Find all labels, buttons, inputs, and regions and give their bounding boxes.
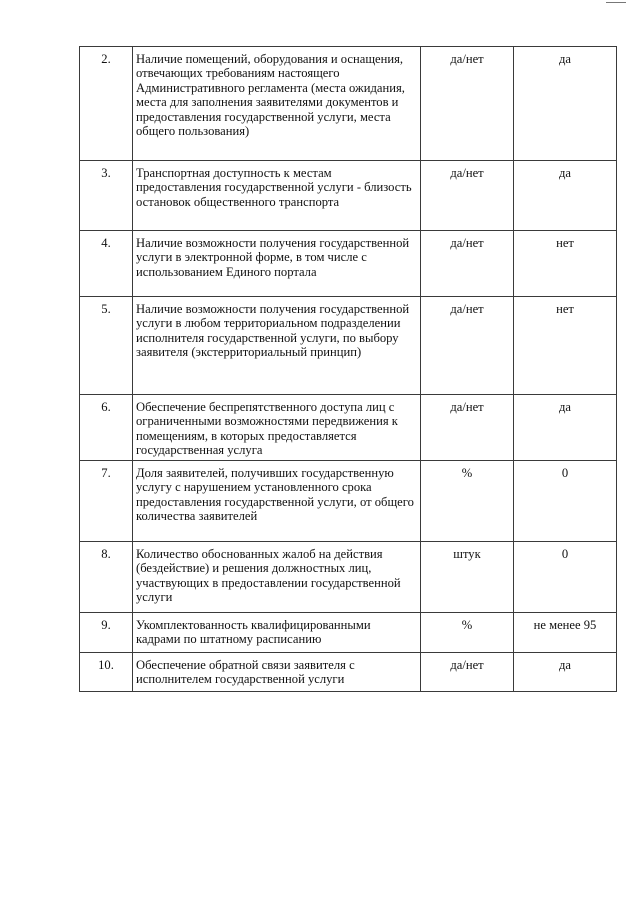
row-number: 8. (80, 542, 133, 613)
value-cell: да (514, 395, 617, 461)
row-number: 3. (80, 161, 133, 231)
value-cell: нет (514, 231, 617, 297)
table-row (80, 461, 617, 542)
indicator-text: Укомплектованность квалифицированными кадрами по штатному расписанию (133, 613, 421, 653)
row-number: 2. (80, 47, 133, 161)
indicator-text: Наличие возможности получения государственной услуги в любом территориальном подразделении исполнителя государственной услуги, по выбору заявителя (экстерриториальный принцип) (133, 297, 421, 395)
table-row (80, 395, 617, 461)
value-cell: нет (514, 297, 617, 395)
row-number: 4. (80, 231, 133, 297)
unit-cell: да/нет (421, 161, 514, 231)
indicator-text: Обеспечение обратной связи заявителя с исполнителем государственной услуги (133, 653, 421, 692)
value-cell: не менее 95 (514, 613, 617, 653)
table-row (80, 297, 617, 395)
quality-indicators-table (79, 46, 617, 692)
unit-cell: да/нет (421, 231, 514, 297)
unit-cell: штук (421, 542, 514, 613)
indicator-text: Доля заявителей, получивших государственную услугу с нарушением установленного срока предоставления государственной услуги, от общего количества заявителей (133, 461, 421, 542)
row-number: 5. (80, 297, 133, 395)
table-row (80, 161, 617, 231)
indicator-text: Транспортная доступность к местам предоставления государственной услуги - близость остановок общественного транспорта (133, 161, 421, 231)
value-cell: да (514, 653, 617, 692)
value-cell: да (514, 161, 617, 231)
value-cell: да (514, 47, 617, 161)
row-number: 9. (80, 613, 133, 653)
unit-cell: да/нет (421, 653, 514, 692)
value-cell: 0 (514, 542, 617, 613)
value-cell: 0 (514, 461, 617, 542)
indicator-text: Наличие возможности получения государственной услуги в электронной форме, в том числе с использованием Единого портала (133, 231, 421, 297)
unit-cell: % (421, 613, 514, 653)
indicator-text: Обеспечение беспрепятственного доступа лиц с ограниченными возможностями передвижения к помещениям, в которых предоставляется государственная услуга (133, 395, 421, 461)
indicator-text: Наличие помещений, оборудования и оснащения, отвечающих требованиям настоящего Административного регламента (места ожидания, места для заполнения заявителями документов и предоставления государственной услуги, места общего пользования) (133, 47, 421, 161)
row-number: 10. (80, 653, 133, 692)
row-number: 6. (80, 395, 133, 461)
unit-cell: % (421, 461, 514, 542)
unit-cell: да/нет (421, 297, 514, 395)
row-number: 7. (80, 461, 133, 542)
table-row (80, 542, 617, 613)
unit-cell: да/нет (421, 395, 514, 461)
table-row (80, 231, 617, 297)
table-row (80, 47, 617, 161)
table-row (80, 653, 617, 692)
indicator-text: Количество обоснованных жалоб на действия (бездействие) и решения должностных лиц, участвующих в предоставлении государственной услуги (133, 542, 421, 613)
scan-artifact (606, 2, 626, 3)
unit-cell: да/нет (421, 47, 514, 161)
table-row (80, 613, 617, 653)
